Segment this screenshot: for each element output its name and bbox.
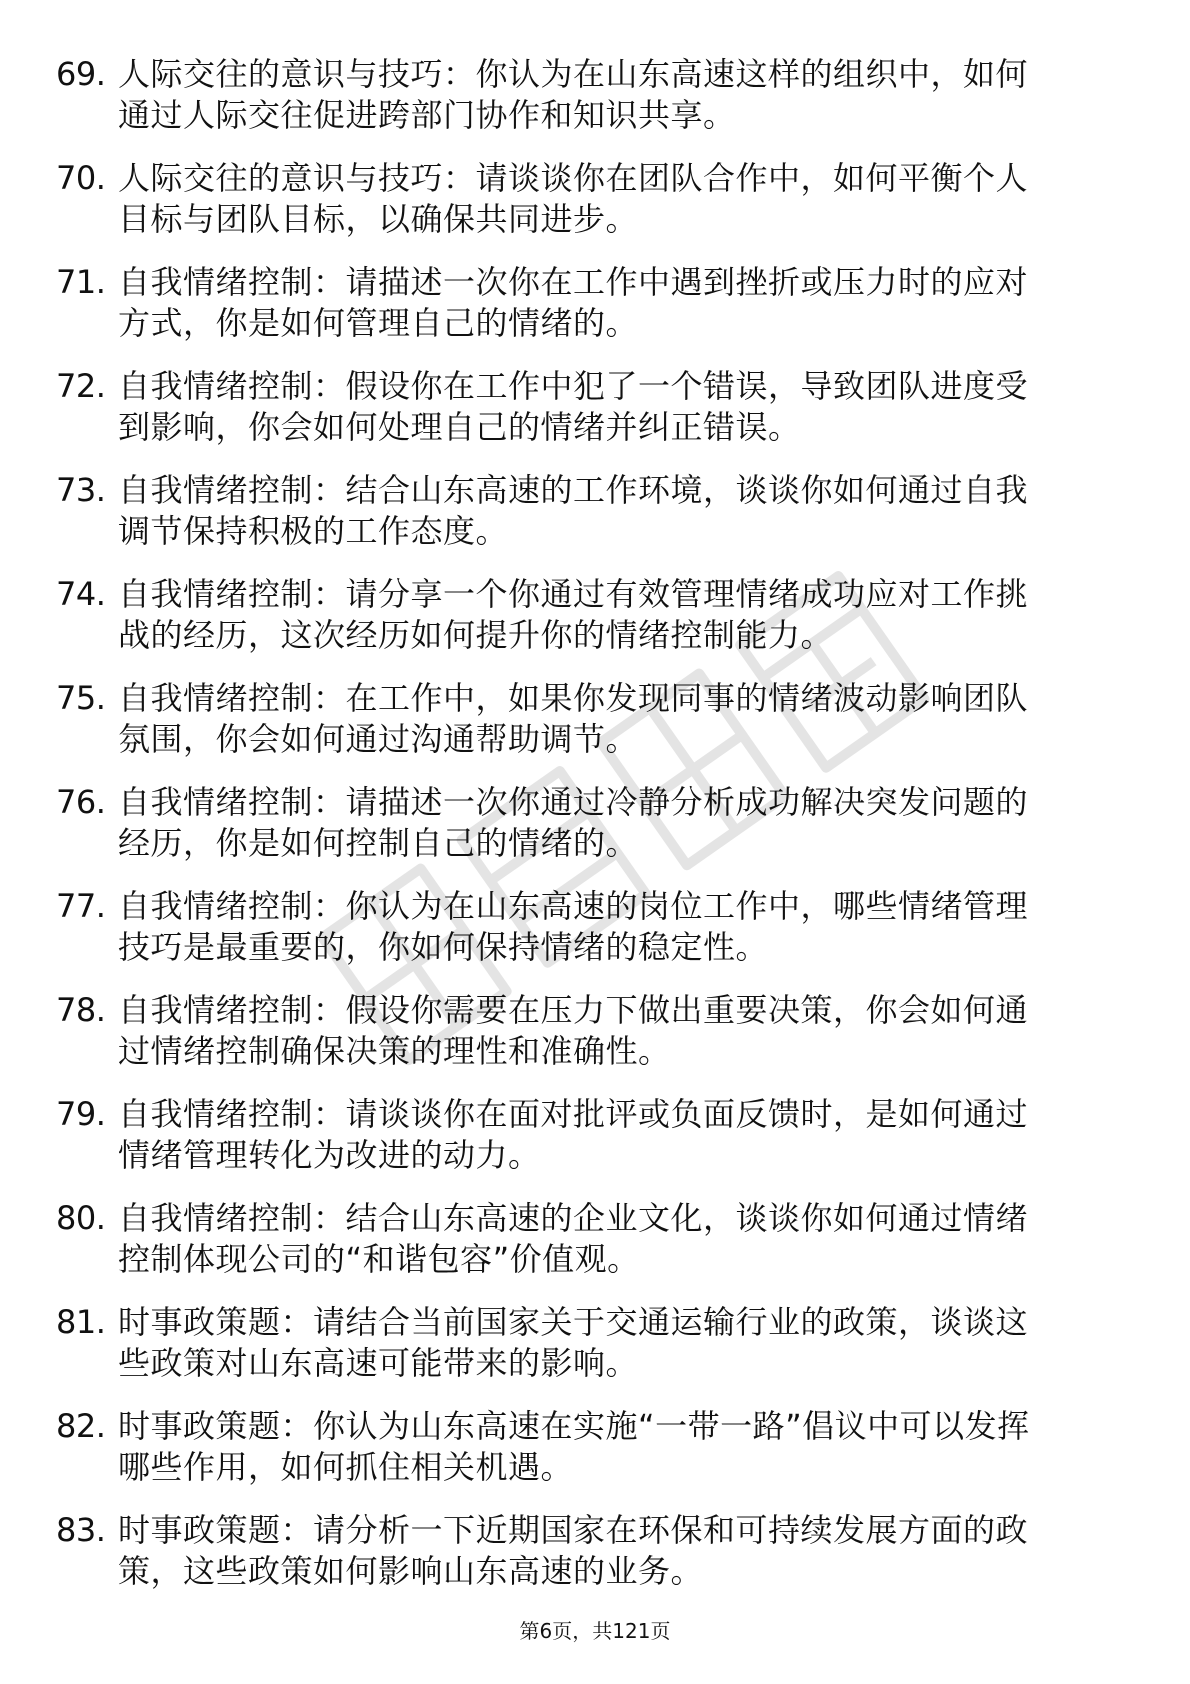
question-item <box>0 366 1190 470</box>
question-item <box>0 678 1190 782</box>
question-text: 自我情绪控制：在工作中，如果你发现同事的情绪波动影响团队氛围，你会如何通过沟通帮助调节。 <box>118 679 1029 758</box>
question-item <box>0 990 1190 1094</box>
question-number: 71. <box>56 263 106 301</box>
question-item <box>0 262 1190 366</box>
page-number: 第6页，共121页 <box>519 1619 671 1643</box>
question-text: 时事政策题：请结合当前国家关于交通运输行业的政策，谈谈这些政策对山东高速可能带来的影响。 <box>118 1303 1029 1382</box>
question-text: 自我情绪控制：请分享一个你通过有效管理情绪成功应对工作挑战的经历，这次经历如何提升你的情绪控制能力。 <box>118 575 1029 654</box>
question-number: 83. <box>56 1511 106 1549</box>
question-number: 79. <box>56 1095 106 1133</box>
question-text: 自我情绪控制：假设你在工作中犯了一个错误，导致团队进度受到影响，你会如何处理自己的情绪并纠正错误。 <box>118 367 1029 446</box>
question-item <box>0 158 1190 262</box>
question-text: 人际交往的意识与技巧：请谈谈你在团队合作中，如何平衡个人目标与团队目标，以确保共同进步。 <box>118 159 1029 238</box>
question-text: 自我情绪控制：你认为在山东高速的岗位工作中，哪些情绪管理技巧是最重要的，你如何保持情绪的稳定性。 <box>118 887 1029 966</box>
question-number: 76. <box>56 783 106 821</box>
question-item <box>0 470 1190 574</box>
question-text: 自我情绪控制：结合山东高速的工作环境，谈谈你如何通过自我调节保持积极的工作态度。 <box>118 471 1029 550</box>
question-list <box>0 54 1190 1614</box>
question-text: 时事政策题：请分析一下近期国家在环保和可持续发展方面的政策，这些政策如何影响山东高速的业务。 <box>118 1511 1029 1590</box>
question-number: 73. <box>56 471 106 509</box>
question-text: 自我情绪控制：请描述一次你在工作中遇到挫折或压力时的应对方式，你是如何管理自己的情绪的。 <box>118 263 1029 342</box>
question-item <box>0 1302 1190 1406</box>
question-text: 自我情绪控制：结合山东高速的企业文化，谈谈你如何通过情绪控制体现公司的“和谐包容”价值观。 <box>118 1199 1029 1278</box>
question-item <box>0 886 1190 990</box>
question-number: 80. <box>56 1199 106 1237</box>
question-item <box>0 782 1190 886</box>
question-number: 74. <box>56 575 106 613</box>
question-number: 70. <box>56 159 106 197</box>
question-item <box>0 54 1190 158</box>
question-item <box>0 1510 1190 1614</box>
question-number: 69. <box>56 55 106 93</box>
question-text: 自我情绪控制：假设你需要在压力下做出重要决策，你会如何通过情绪控制确保决策的理性和准确性。 <box>118 991 1029 1070</box>
question-item <box>0 574 1190 678</box>
question-text: 自我情绪控制：请描述一次你通过冷静分析成功解决突发问题的经历，你是如何控制自己的情绪的。 <box>118 783 1029 862</box>
question-text: 人际交往的意识与技巧：你认为在山东高速这样的组织中，如何通过人际交往促进跨部门协作和知识共享。 <box>118 55 1029 134</box>
question-number: 81. <box>56 1303 106 1341</box>
question-text: 自我情绪控制：请谈谈你在面对批评或负面反馈时，是如何通过情绪管理转化为改进的动力。 <box>118 1095 1029 1174</box>
question-text: 时事政策题：你认为山东高速在实施“一带一路”倡议中可以发挥哪些作用，如何抓住相关机遇。 <box>118 1407 1030 1486</box>
question-number: 77. <box>56 887 106 925</box>
question-item <box>0 1094 1190 1198</box>
question-number: 82. <box>56 1407 106 1445</box>
question-number: 72. <box>56 367 106 405</box>
question-item <box>0 1198 1190 1302</box>
question-number: 75. <box>56 679 106 717</box>
question-item <box>0 1406 1190 1510</box>
question-number: 78. <box>56 991 106 1029</box>
